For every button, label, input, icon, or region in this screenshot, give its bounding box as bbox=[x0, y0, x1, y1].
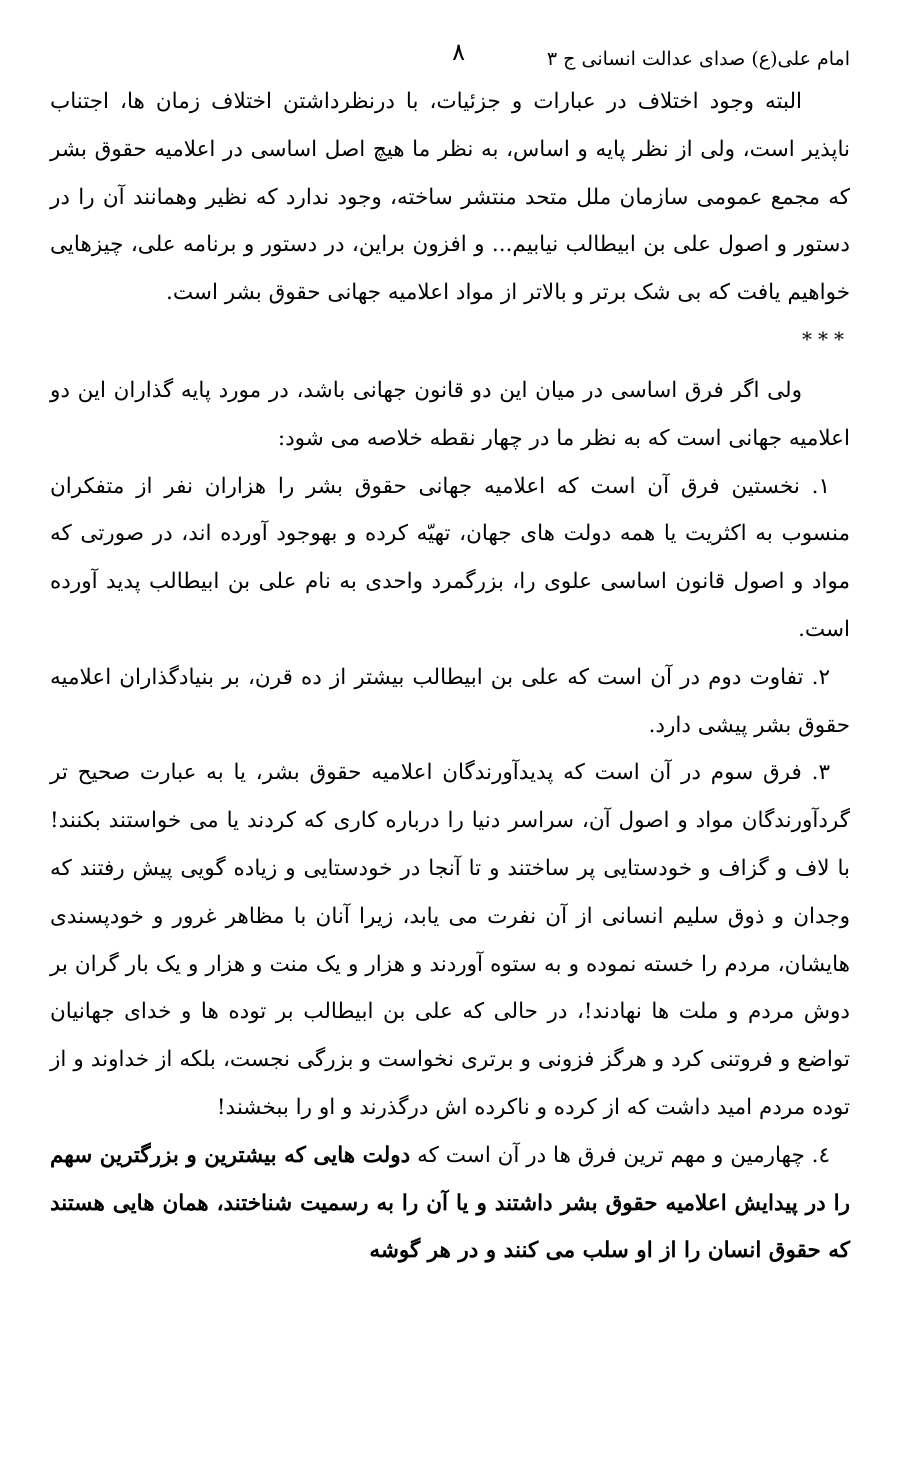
running-title: امام علی(ع) صدای عدالت انسانی ج ٣ bbox=[546, 48, 850, 70]
list-item-2: ٢. تفاوت دوم در آن است که علی بن ابیطالب بیشتر از ده قرن، بر بنیادگذاران اعلامیه حقوق بشر پیشی دارد. bbox=[50, 664, 850, 738]
list-item-3: ٣. فرق سوم در آن است که پدیدآورندگان اعلامیه حقوق بشر، یا به عبارت صحیح تر گردآورندگان مواد و اصول آن، سراسر دنیا را درباره کاری که کردند یا می خواستند بکنند! با لاف و گزاف و خودستایی پر ساختند و تا آنجا در خودستایی و زیاده گویی پیش رفتند که وجدان و ذوق سلیم انسانی از آن نفرت می یابد، زیرا آنان با مظاهر غرور و خودپسندی هایشان، مردم را خسته نموده و به ستوه آوردند و هزار و یک منت و هزار و یک بار گران بر دوش مردم و ملت ها نهادند!، در حالی که علی بن ابیطالب بر توده ها و خدای جهانیان تواضع و فروتنی کرد و هرگز فزونی و برتری نخواست و بزرگی نجست، بلکه از خداوند و از توده مردم امید داشت که از کرده و ناکرده اش درگذرند و او را ببخشند! bbox=[50, 760, 850, 1120]
list-item-1: ١. نخستین فرق آن است که اعلامیه جهانی حقوق بشر را هزاران نفر از متفکران منسوب به اکثریت یا همه دولت های جهان، تهیّه کرده و بهوجود آورده اند، در صورتی که مواد و اصول قانون اساسی علوی را، بزرگمرد واحدی به نام علی بن ابیطالب پدید آورده است. bbox=[50, 473, 850, 642]
section-divider: *** bbox=[802, 326, 850, 351]
list-item-4 bbox=[50, 1132, 850, 1275]
list-item-4-emphasis: دولت هایی که بیشترین و بزرگترین سهم را در پیدایش اعلامیه حقوق بشر داشتند و یا آن را به رسمیت شناختند، همان هایی هستند که حقوق انسان را از او سلب می کنند و در هر گوشه bbox=[50, 1142, 850, 1264]
paragraph-transition: ولی اگر فرق اساسی در میان این دو قانون جهانی باشد، در مورد پایه گذاران این دو اعلامیه جهانی است که به نظر ما در چهار نقطه خلاصه می شود: bbox=[50, 377, 850, 451]
page-header bbox=[50, 38, 850, 78]
page-number: ٨ bbox=[452, 38, 465, 66]
page-body bbox=[50, 78, 850, 1275]
paragraph-intro: البته وجود اختلاف در عبارات و جزئیات، با درنظرداشتن اختلاف زمان ها، اجتناب ناپذیر است، ولی از نظر پایه و اساس، به نظر ما هیچ اصل اساسی در اعلامیه حقوق بشر که مجمع عمومی سازمان ملل متحد منتشر ساخته، وجود ندارد که نظیر وهمانند آن را در دستور و اصول علی بن ابیطالب نیابیم... و افزون براین، در دستور و برنامه علی، چیزهایی خواهیم یافت که بی شک برتر و بالاتر از مواد اعلامیه جهانی حقوق بشر است. bbox=[50, 89, 850, 306]
list-item-4-lead: ٤. چهارمین و مهم ترین فرق ها در آن است که bbox=[410, 1142, 830, 1168]
